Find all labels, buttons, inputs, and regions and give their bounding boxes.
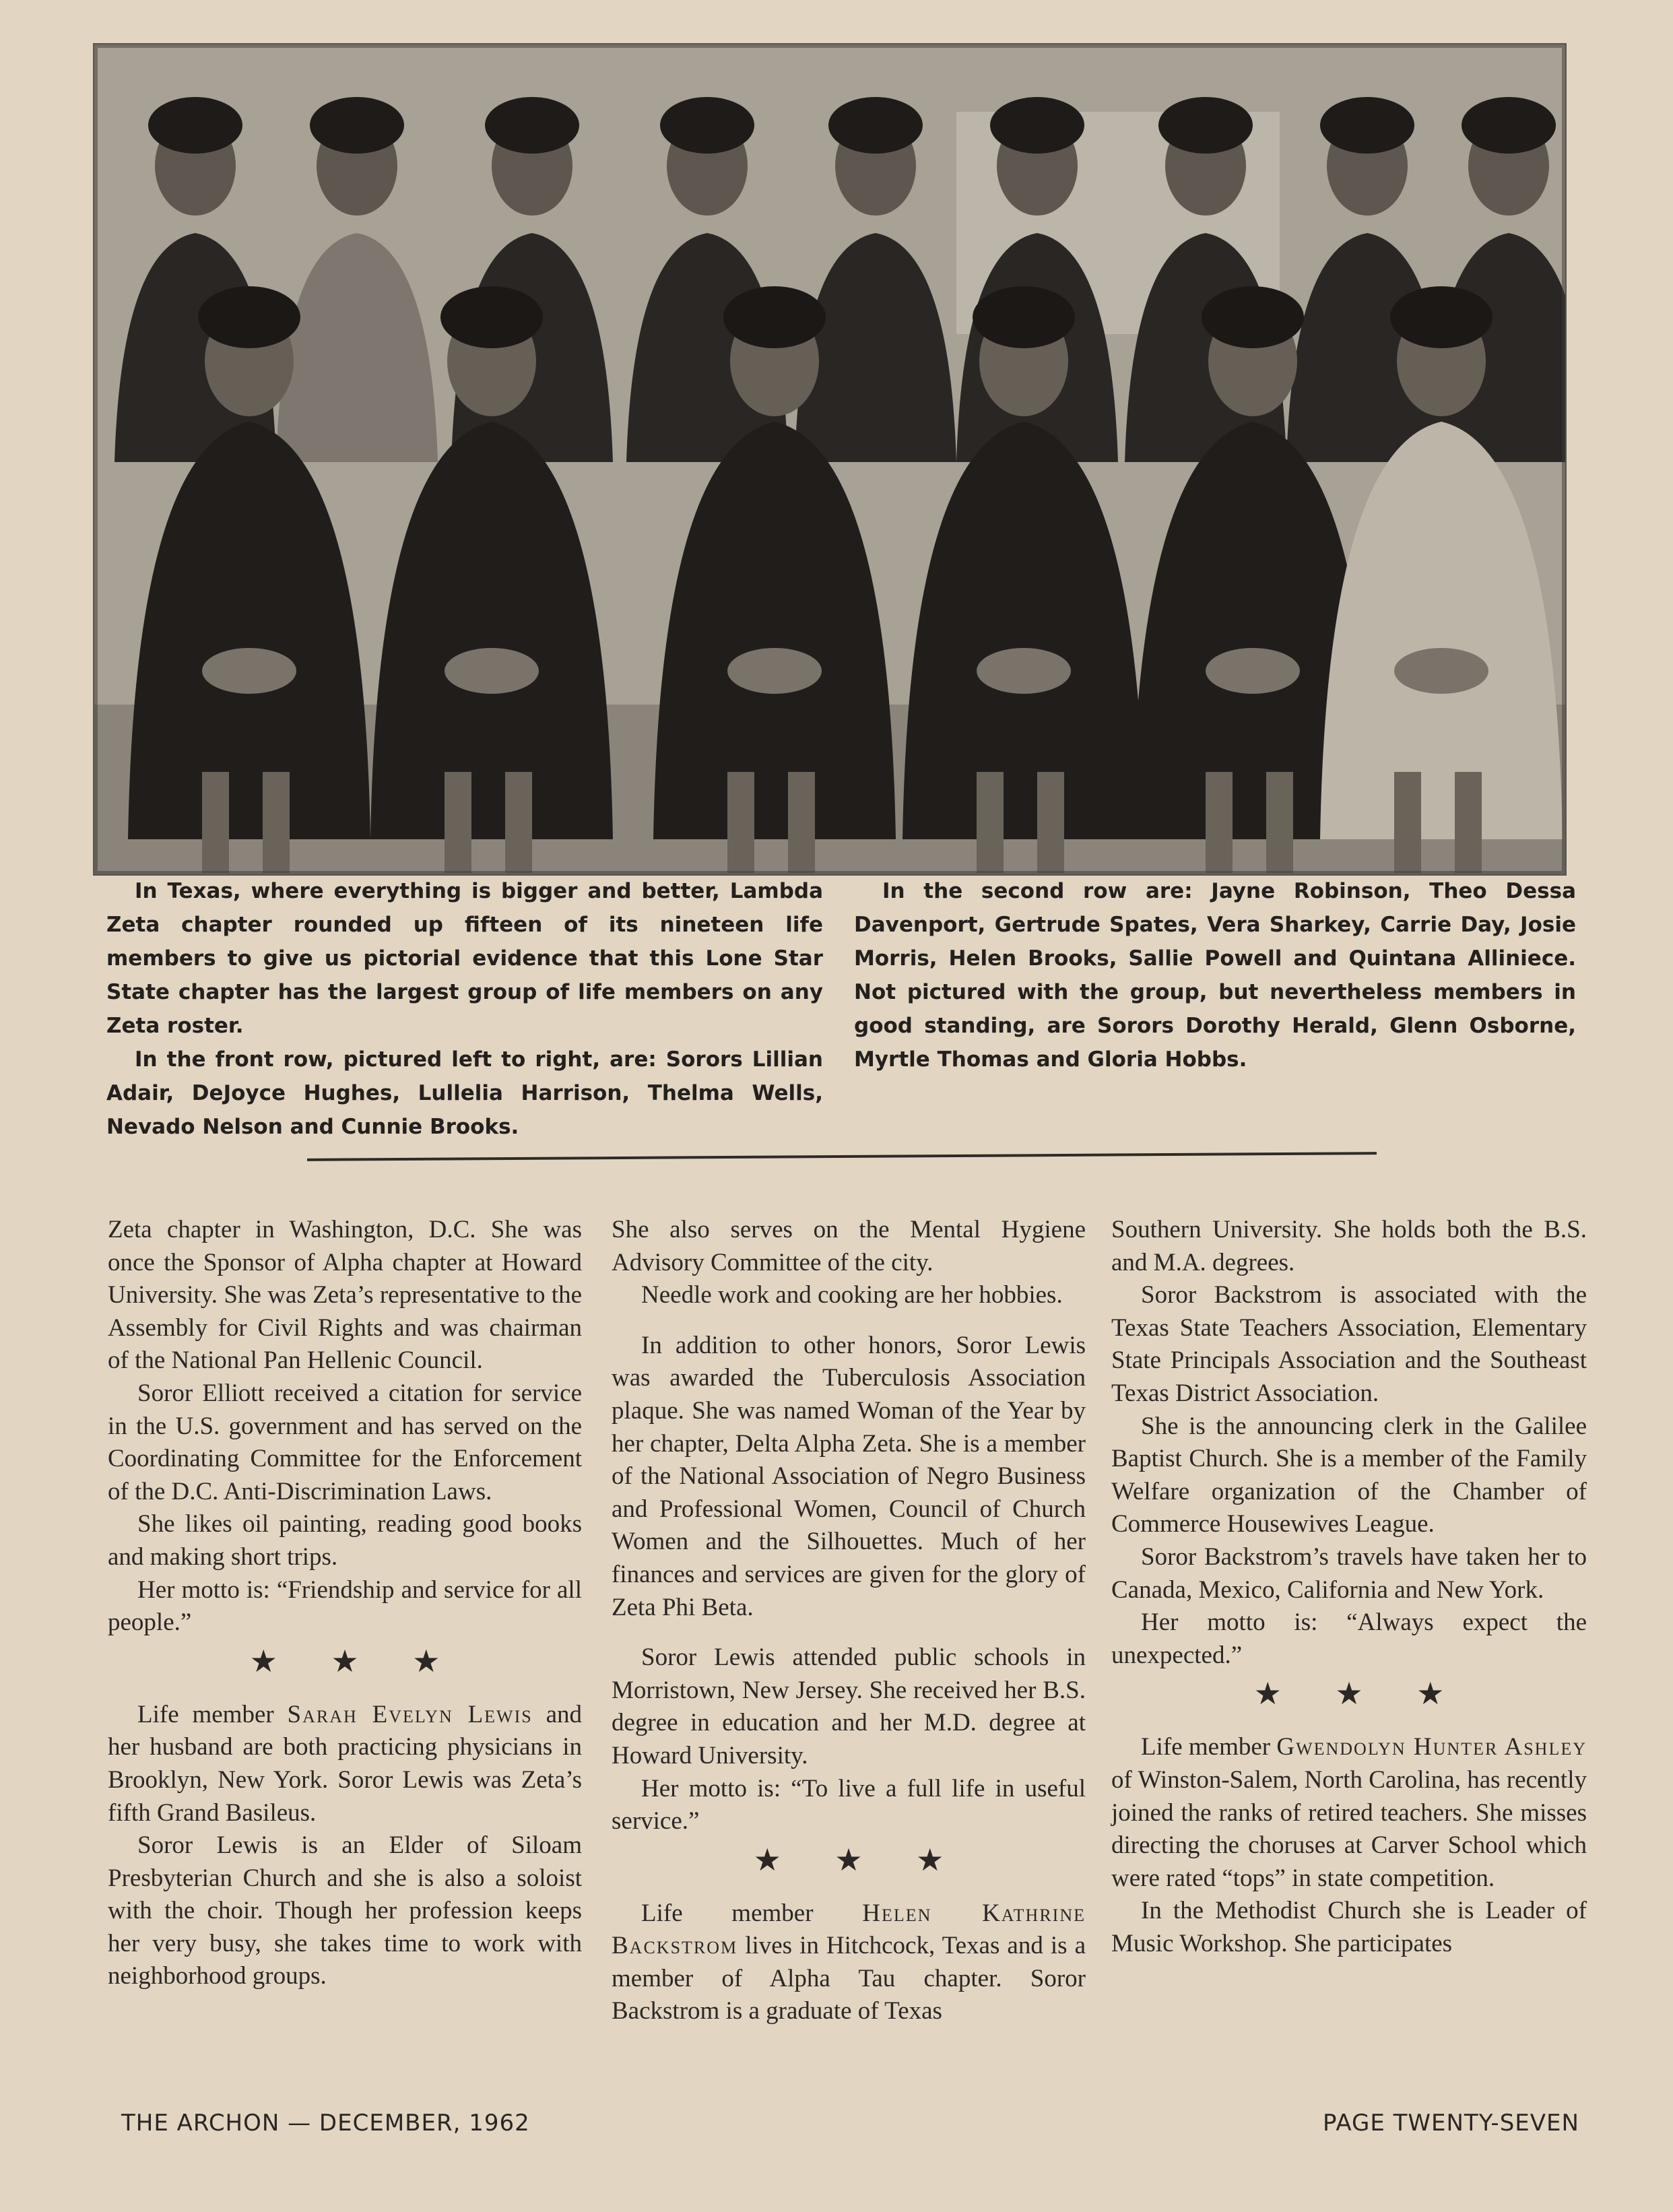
front-row-hands	[445, 648, 539, 694]
body-paragraph: She also serves on the Mental Hygiene Advisory Committee of the city.	[612, 1216, 1086, 1276]
front-row-leg	[263, 772, 290, 873]
body-paragraph: In addition to other honors, Soror Lewis was awarded the Tuberculosis Association plaque. She was named Woman of the Year by her chapter, Delta Alpha Zeta. She is a member of the National Association of Negro Business and Professional Women, Council of Church Women and the Silhouettes. Much of her finances and services are given for the glory of Zeta Phi Beta.	[612, 1331, 1086, 1621]
front-row-hands	[202, 648, 296, 694]
front-row-leg	[202, 772, 229, 873]
text-run: and her husband are both practicing physicians in Brooklyn, New York. Soror Lewis was Zeta’s fifth Grand Basileus.	[108, 1700, 582, 1827]
section-divider	[307, 1152, 1377, 1161]
body-paragraph: She is the announcing clerk in the Galilee Baptist Church. She is a member of the Family Welfare organization of the Chamber of Commerce Housewives League.	[1111, 1412, 1587, 1538]
body-paragraph: Soror Elliott received a citation for service in the U.S. government and has served on the Coordinating Committee for the Enforcement of the D.C. Anti-Discrimination Laws.	[108, 1379, 582, 1505]
front-row-leg	[1037, 772, 1064, 873]
text-run: Life member	[641, 1899, 863, 1927]
body-paragraph: Her motto is: “To live a full life in useful service.”	[612, 1774, 1086, 1835]
body-paragraph: Needle work and cooking are her hobbies.	[641, 1281, 1063, 1309]
photo-caption-left	[106, 874, 823, 1144]
front-row-hair	[1390, 286, 1492, 348]
back-row-hair	[1158, 97, 1253, 154]
group-photo	[93, 43, 1567, 876]
text-run: of Winston-Salem, North Carolina, has recently joined the ranks of retired teachers. She misses directing the choruses at Carver School which were rated “tops” in state competition.	[1111, 1765, 1587, 1892]
body-paragraph: Soror Lewis attended public schools in Morristown, New Jersey. She received her B.S. degree in education and her M.D. degree at Howard University.	[612, 1644, 1086, 1769]
body-paragraph: She likes oil painting, reading good books and making short trips.	[108, 1510, 582, 1571]
front-row-leg	[505, 772, 532, 873]
front-row-hair	[440, 286, 543, 348]
back-row-hair	[148, 97, 242, 154]
star-separator: ★ ★ ★	[1253, 1677, 1468, 1712]
back-row-hair	[990, 97, 1084, 154]
back-row-hair	[1462, 97, 1556, 154]
back-row-hair	[1320, 97, 1414, 154]
front-row-leg	[1455, 772, 1482, 873]
front-row-leg	[1266, 772, 1293, 873]
front-row-hands	[1206, 648, 1300, 694]
caption-paragraph: In Texas, where everything is bigger and better, Lambda Zeta chapter rounded up fifteen of its nineteen life members to give us pictorial evidence that this Lone Star State chapter has the largest group of life members on any Zeta roster.	[106, 879, 823, 1038]
caption-paragraph: In the front row, pictured left to right, are: Sorors Lillian Adair, DeJoyce Hughes, Lullelia Harrison, Thelma Wells, Nevado Nelson and Cunnie Brooks.	[106, 1047, 823, 1139]
caption-paragraph: In the second row are: Jayne Robinson, Theo Dessa Davenport, Gertrude Spates, Vera Sharkey, Carrie Day, Josie Morris, Helen Brooks, Sallie Powell and Quintana Alliniece. Not pictured with the group, but nevertheless members in good standing, are Sorors Dorothy Herald, Glenn Osborne, Myrtle Thomas and Gloria Hobbs.	[854, 879, 1576, 1072]
body-paragraph: Southern University. She holds both the B.S. and M.A. degrees.	[1111, 1216, 1587, 1276]
body-paragraph: Her motto is: “Always expect the unexpected.”	[1111, 1608, 1587, 1669]
body-paragraph	[108, 1699, 582, 1829]
front-row-hands	[727, 648, 822, 694]
front-row-hair	[723, 286, 826, 348]
body-paragraph	[612, 1897, 1086, 2028]
front-row-hair	[1202, 286, 1304, 348]
body-paragraph	[1111, 1731, 1587, 1895]
body-paragraph: Soror Backstrom is associated with the Texas State Teachers Association, Elementary State Principals Association and the Southeast Texas District Association.	[1111, 1281, 1587, 1407]
back-row-hair	[828, 97, 923, 154]
front-row-hair	[198, 286, 300, 348]
back-row-hair	[310, 97, 404, 154]
text-column-3	[1111, 1214, 1587, 1960]
member-name: Sarah Evelyn Lewis	[287, 1700, 533, 1728]
text-column-2	[612, 1214, 1086, 2028]
front-row-leg	[445, 772, 471, 873]
front-row-leg	[727, 772, 754, 873]
text-column-1	[108, 1214, 582, 1993]
body-paragraph: Soror Lewis is an Elder of Siloam Presbyterian Church and she is also a soloist with the choir. Though her profession keeps her very busy, she takes time to work with neighborhood groups.	[108, 1831, 582, 1990]
star-separator: ★ ★ ★	[753, 1842, 967, 1877]
body-paragraph: Her motto is: “Friendship and service for all people.”	[108, 1575, 582, 1637]
footer-publication: THE ARCHON — DECEMBER, 1962	[121, 2110, 530, 2137]
front-row-hands	[977, 648, 1071, 694]
member-name: Gwendolyn Hunter Ashley	[1276, 1733, 1587, 1761]
front-row-leg	[977, 772, 1004, 873]
front-row-leg	[1394, 772, 1421, 873]
text-run: Life member	[137, 1700, 288, 1728]
front-row-hands	[1394, 648, 1488, 694]
text-run: lives in Hitchcock, Texas and is a member of Alpha Tau chapter. Soror Backstrom is a graduate of Texas	[612, 1932, 1086, 2025]
photo-caption-right	[854, 874, 1576, 1076]
member-name: Helen Kathrine Backstrom	[612, 1899, 1086, 1960]
star-separator: ★ ★ ★	[249, 1644, 463, 1679]
front-row-leg	[1206, 772, 1233, 873]
text-run: Life member	[1141, 1733, 1277, 1761]
body-paragraph: Zeta chapter in Washington, D.C. She was once the Sponsor of Alpha chapter at Howard University. She was Zeta’s representative to the Assembly for Civil Rights and was chairman of the National Pan Hellenic Council.	[108, 1216, 582, 1375]
front-row-hair	[973, 286, 1075, 348]
body-paragraph: In the Methodist Church she is Leader of Music Workshop. She participates	[1111, 1897, 1587, 1957]
footer-page-number: PAGE TWENTY-SEVEN	[1323, 2110, 1579, 2137]
front-row-leg	[788, 772, 815, 873]
body-paragraph: Soror Backstrom’s travels have taken her to Canada, Mexico, California and New York.	[1111, 1542, 1587, 1604]
back-row-hair	[485, 97, 579, 154]
back-row-hair	[660, 97, 754, 154]
